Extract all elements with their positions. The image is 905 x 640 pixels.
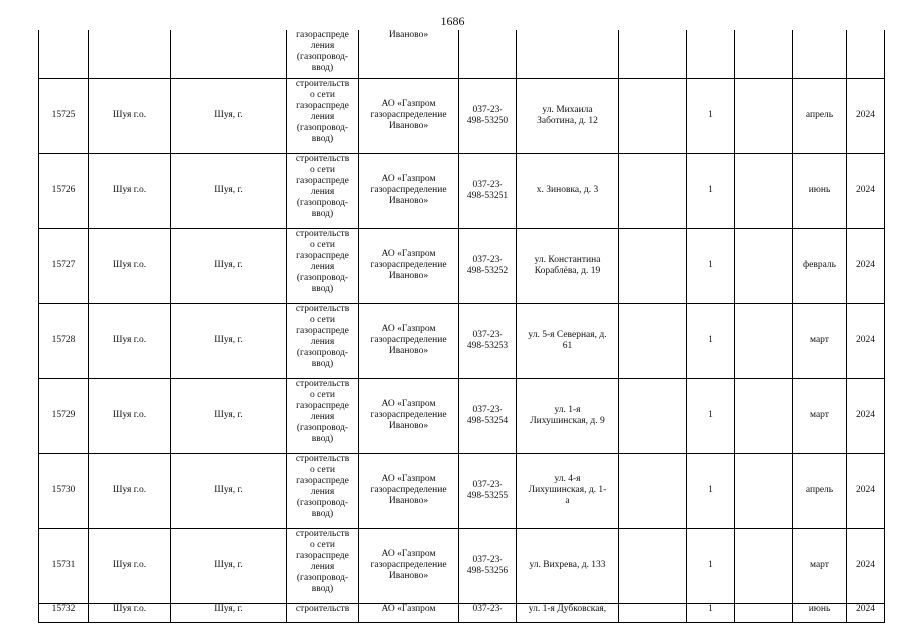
cell-id: 15732 [39, 603, 89, 622]
cell-spacer [619, 228, 687, 303]
cell-address [517, 30, 619, 78]
cell-district: Шуя г.о. [89, 453, 171, 528]
cell-year: 2024 [847, 228, 885, 303]
cell-spacer [619, 378, 687, 453]
cell-spacer [735, 303, 793, 378]
cell-month: июнь [793, 153, 847, 228]
cell-city: Шуя, г. [171, 78, 287, 153]
cell-spacer [735, 78, 793, 153]
cell-spacer [619, 78, 687, 153]
cell-qty: 1 [687, 453, 735, 528]
cell-org: АО «Газпром газораспределение Иваново» [359, 153, 459, 228]
cell-month: июнь [793, 603, 847, 622]
table-row [39, 378, 885, 453]
cell-spacer [735, 228, 793, 303]
cell-city [171, 30, 287, 78]
table-row-continued [39, 30, 885, 78]
cell-district: Шуя г.о. [89, 153, 171, 228]
cell-work-type: строительств о сети газораспреде ления (газопровод- ввод) [287, 453, 359, 528]
cell-code: 037-23- 498-53255 [459, 453, 517, 528]
cell-id [39, 30, 89, 78]
cell-district: Шуя г.о. [89, 228, 171, 303]
cell-id: 15725 [39, 78, 89, 153]
cell-code [459, 30, 517, 78]
cell-month: апрель [793, 78, 847, 153]
cell-address: ул. Вихрева, д. 133 [517, 528, 619, 603]
cell-city: Шуя, г. [171, 603, 287, 622]
cell-year: 2024 [847, 453, 885, 528]
cell-spacer [735, 153, 793, 228]
table-row [39, 528, 885, 603]
cell-city: Шуя, г. [171, 453, 287, 528]
cell-qty: 1 [687, 378, 735, 453]
cell-year [847, 30, 885, 78]
cell-spacer [735, 378, 793, 453]
cell-month: март [793, 378, 847, 453]
cell-year: 2024 [847, 303, 885, 378]
cell-district: Шуя г.о. [89, 303, 171, 378]
cell-qty: 1 [687, 78, 735, 153]
cell-qty: 1 [687, 528, 735, 603]
cell-month: март [793, 303, 847, 378]
cell-spacer [619, 303, 687, 378]
cell-spacer [619, 153, 687, 228]
cell-id: 15726 [39, 153, 89, 228]
table-row [39, 78, 885, 153]
cell-address: ул. 1-я Лихушинская, д. 9 [517, 378, 619, 453]
cell-year: 2024 [847, 528, 885, 603]
cell-id: 15728 [39, 303, 89, 378]
cell-id: 15729 [39, 378, 89, 453]
cell-org: АО «Газпром газораспределение Иваново» [359, 453, 459, 528]
cell-city: Шуя, г. [171, 378, 287, 453]
cell-month: апрель [793, 453, 847, 528]
table-row [39, 228, 885, 303]
cell-code: 037-23- 498-53254 [459, 378, 517, 453]
cell-spacer [735, 453, 793, 528]
cell-spacer [619, 453, 687, 528]
cell-year: 2024 [847, 153, 885, 228]
cell-district: Шуя г.о. [89, 78, 171, 153]
cell-code: 037-23- 498-53251 [459, 153, 517, 228]
cell-address: ул. Михаила Заботина, д. 12 [517, 78, 619, 153]
cell-spacer [619, 528, 687, 603]
cell-org: Иваново» [359, 30, 459, 78]
cell-city: Шуя, г. [171, 528, 287, 603]
table-row [39, 453, 885, 528]
cell-id: 15730 [39, 453, 89, 528]
cell-work-type: строительств о сети газораспреде ления (газопровод- ввод) [287, 228, 359, 303]
cell-work-type: строительств о сети газораспреде ления (газопровод- ввод) [287, 78, 359, 153]
cell-work-type: строительств [287, 603, 359, 622]
cell-id: 15727 [39, 228, 89, 303]
table-row [39, 603, 885, 622]
cell-org: АО «Газпром газораспределение Иваново» [359, 528, 459, 603]
cell-work-type: газораспреде ления (газопровод- ввод) [287, 30, 359, 78]
cell-code: 037-23- 498-53256 [459, 528, 517, 603]
cell-address: ул. Константина Кораблёва, д. 19 [517, 228, 619, 303]
cell-org: АО «Газпром газораспределение Иваново» [359, 78, 459, 153]
cell-district: Шуя г.о. [89, 603, 171, 622]
cell-district: Шуя г.о. [89, 378, 171, 453]
cell-org: АО «Газпром газораспределение Иваново» [359, 378, 459, 453]
cell-month: февраль [793, 228, 847, 303]
cell-year: 2024 [847, 603, 885, 622]
gas-network-table [38, 30, 885, 623]
cell-spacer [619, 30, 687, 78]
cell-code: 037-23- 498-53250 [459, 78, 517, 153]
cell-district: Шуя г.о. [89, 528, 171, 603]
cell-code: 037-23- 498-53252 [459, 228, 517, 303]
cell-address: ул. 4-я Лихушинская, д. 1- а [517, 453, 619, 528]
page-number: 1686 [440, 14, 465, 28]
cell-qty: 1 [687, 603, 735, 622]
cell-address: ул. 5-я Северная, д. 61 [517, 303, 619, 378]
cell-address: х. Зиновка, д. 3 [517, 153, 619, 228]
cell-year: 2024 [847, 378, 885, 453]
cell-city: Шуя, г. [171, 303, 287, 378]
cell-year: 2024 [847, 78, 885, 153]
cell-address: ул. 1-я Дубковская, [517, 603, 619, 622]
cell-spacer [735, 30, 793, 78]
cell-work-type: строительств о сети газораспреде ления (газопровод- ввод) [287, 153, 359, 228]
cell-spacer [735, 528, 793, 603]
cell-org: АО «Газпром газораспределение Иваново» [359, 228, 459, 303]
table-row [39, 303, 885, 378]
table-row [39, 153, 885, 228]
cell-city: Шуя, г. [171, 153, 287, 228]
cell-qty: 1 [687, 153, 735, 228]
cell-month: март [793, 528, 847, 603]
cell-district [89, 30, 171, 78]
cell-qty: 1 [687, 228, 735, 303]
cell-spacer [619, 603, 687, 622]
cell-work-type: строительств о сети газораспреде ления (газопровод- ввод) [287, 528, 359, 603]
cell-city: Шуя, г. [171, 228, 287, 303]
cell-org: АО «Газпром газораспределение Иваново» [359, 303, 459, 378]
cell-id: 15731 [39, 528, 89, 603]
cell-spacer [735, 603, 793, 622]
cell-code: 037-23- [459, 603, 517, 622]
cell-code: 037-23- 498-53253 [459, 303, 517, 378]
cell-qty [687, 30, 735, 78]
cell-qty: 1 [687, 303, 735, 378]
cell-org: АО «Газпром [359, 603, 459, 622]
cell-work-type: строительств о сети газораспреде ления (газопровод- ввод) [287, 303, 359, 378]
cell-work-type: строительств о сети газораспреде ления (газопровод- ввод) [287, 378, 359, 453]
cell-month [793, 30, 847, 78]
